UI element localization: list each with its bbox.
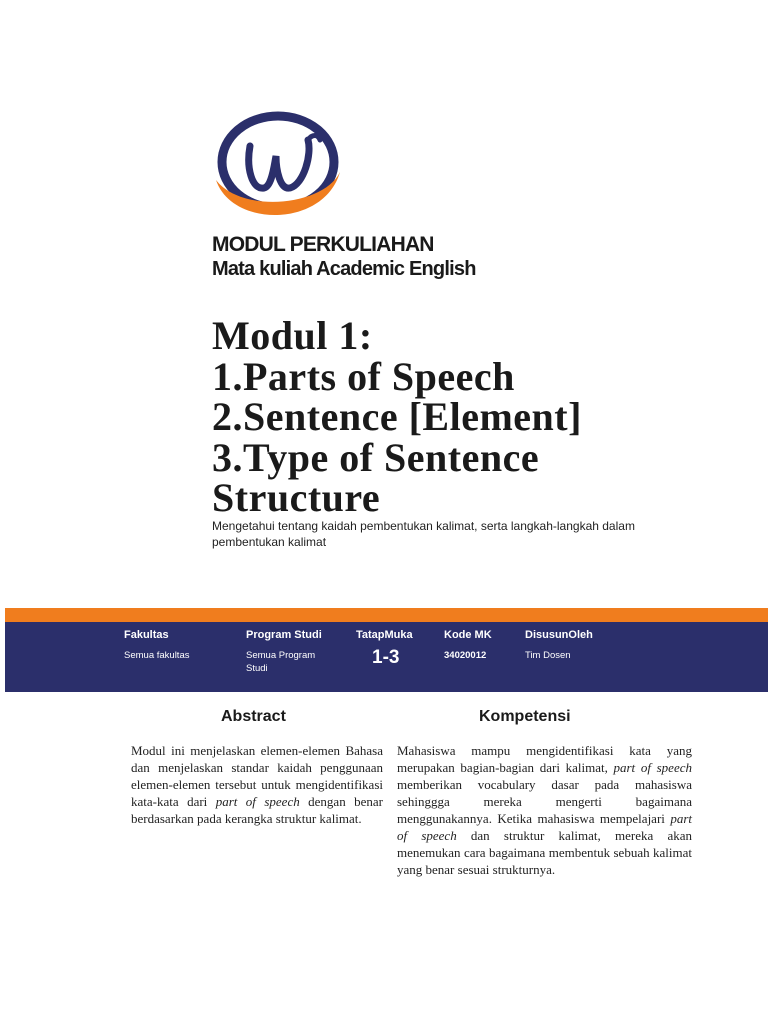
text-span: memberikan vocabulary dasar pada mahasiswa sehinggga mereka mengerti bagaimana menggunakannya. Ketika mahasiswa mempelajari xyxy=(397,777,692,826)
info-label: Kode MK xyxy=(444,629,492,641)
title-line: 3.Type of Sentence xyxy=(212,434,540,480)
info-value-line: Studi xyxy=(246,663,268,674)
info-kode xyxy=(444,628,492,662)
info-label: Program Studi xyxy=(246,629,322,641)
info-program xyxy=(246,628,322,675)
text-span: Modul ini menjelaskan elemen-elemen Bahasa dan menjelaskan standar kaidah penggunaan elemen-elemen tersebut untuk mengidentifikasi kata-kata dari xyxy=(131,743,383,809)
info-fakultas xyxy=(124,628,189,662)
text-span: dengan benar berdasarkan pada kerangka struktur kalimat. xyxy=(131,794,383,826)
info-value: Tim Dosen xyxy=(525,650,571,661)
kompetensi-heading: Kompetensi xyxy=(479,708,571,725)
module-header xyxy=(212,232,476,282)
university-logo-icon xyxy=(212,110,344,228)
orange-divider xyxy=(5,608,768,622)
title-line: 1.Parts of Speech xyxy=(212,353,515,399)
text-em: part of speech xyxy=(397,811,692,843)
info-value-line: Semua Program xyxy=(246,650,316,661)
text-span: Mahasiswa mampu mengidentifikasi kata yang merupakan bagian-bagian dari kalimat, xyxy=(397,743,692,775)
text-span: dan struktur kalimat, mereka akan menemukan cara bagaimana membentuk sebuah kalimat yang benar sesuai strukturnya. xyxy=(397,828,692,877)
info-value xyxy=(246,649,322,675)
kompetensi-text xyxy=(397,742,692,878)
subtitle: Mengetahui tentang kaidah pembentukan kalimat, serta langkah-langkah dalam pembentukan kalimat xyxy=(212,519,635,549)
title-line: Structure xyxy=(212,475,381,520)
info-disusun xyxy=(525,628,593,662)
title-line: 2.Sentence [Element] xyxy=(212,394,582,439)
abstract-text xyxy=(131,742,383,827)
info-tatap xyxy=(356,628,413,669)
text-em: part of speech xyxy=(215,794,300,809)
info-band xyxy=(5,622,768,692)
info-value: 1-3 xyxy=(372,647,400,668)
title-line: Modul 1: xyxy=(212,313,373,358)
info-label: TatapMuka xyxy=(356,629,413,641)
page-title xyxy=(212,313,752,520)
info-label: DisusunOleh xyxy=(525,629,593,641)
course-name: Mata kuliah Academic English xyxy=(212,258,476,280)
abstract-heading: Abstract xyxy=(221,708,286,725)
info-value: Semua fakultas xyxy=(124,650,190,661)
info-label: Fakultas xyxy=(124,629,169,641)
info-value: 34020012 xyxy=(444,650,487,661)
text-em: part of speech xyxy=(613,760,692,775)
module-label: MODUL PERKULIAHAN xyxy=(212,233,434,256)
